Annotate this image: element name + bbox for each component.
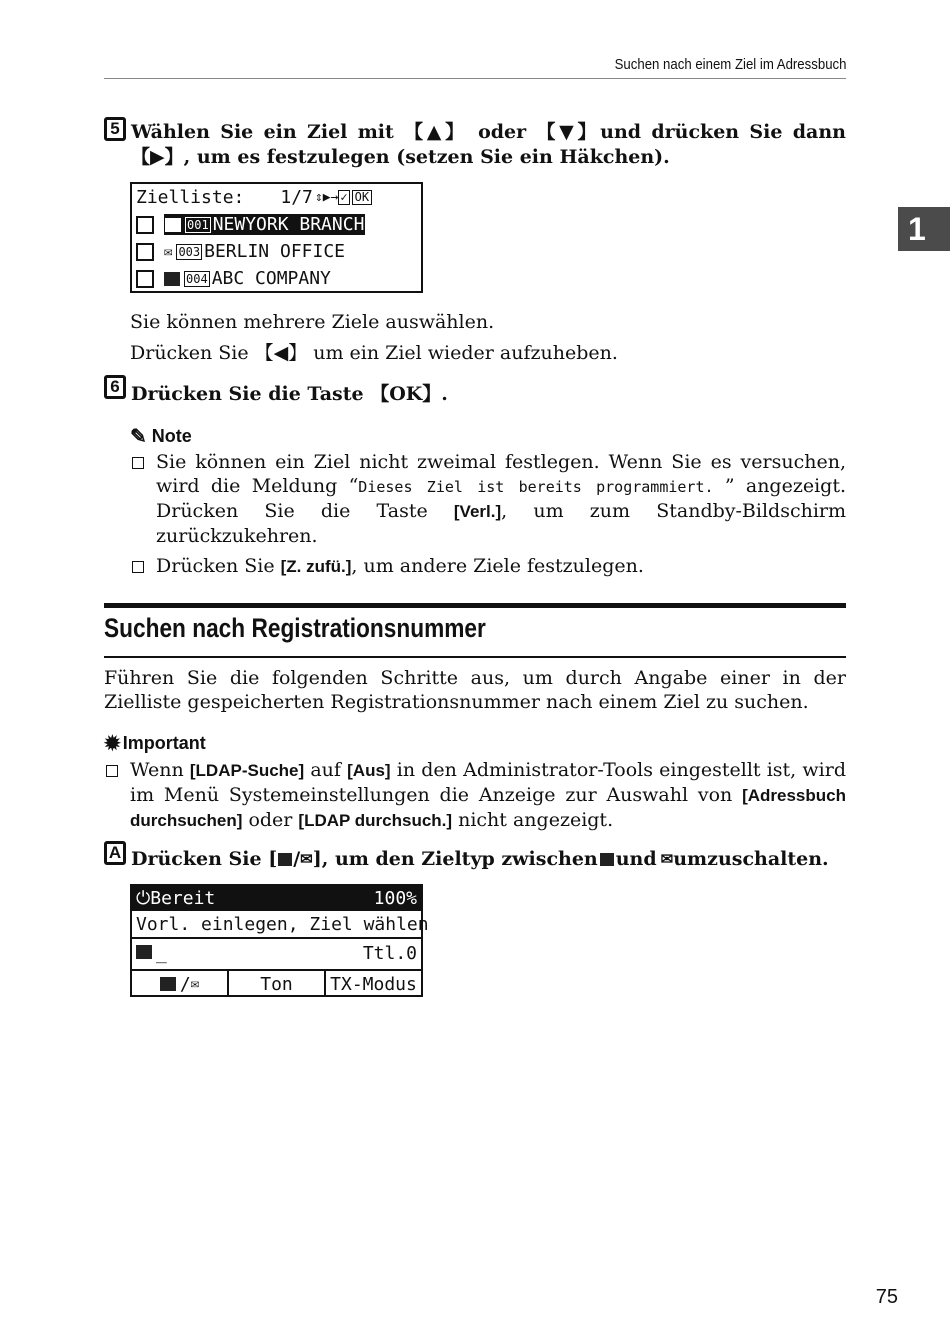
running-title: Suchen nach einem Ziel im Adressbuch bbox=[614, 56, 846, 73]
power-icon: ⏻ bbox=[136, 888, 151, 909]
important-text: auf bbox=[304, 759, 348, 781]
lcd-page: 1/7 bbox=[280, 187, 313, 208]
important-text: Wenn bbox=[130, 759, 190, 781]
step-6-text: Drücken Sie die Taste 【OK】. bbox=[131, 383, 448, 405]
key-label: [Z. zufü.] bbox=[280, 557, 352, 576]
checkbox-bullet-icon bbox=[106, 765, 118, 777]
step-5-text: Wählen Sie ein Ziel mit 【▲】 oder 【▼】und drücken Sie dann 【▶】, um es festzulegen (setzen Sie ein Häkchen). bbox=[131, 121, 846, 168]
step-text: ], um den Zieltyp zwischen bbox=[312, 848, 598, 870]
paragraph: Sie können mehrere Ziele auswählen. bbox=[130, 311, 495, 333]
key-label: [LDAP-Suche] bbox=[189, 761, 305, 780]
important-item bbox=[130, 758, 846, 833]
lcd-instruction: Vorl. einlegen, Ziel wählen bbox=[136, 914, 429, 935]
lcd-instruction-row bbox=[132, 912, 429, 939]
lcd-softkey-row bbox=[132, 969, 421, 997]
lcd-title-row bbox=[132, 184, 421, 211]
checkbox-bullet-icon bbox=[132, 561, 144, 573]
fax-icon bbox=[600, 853, 614, 866]
note-item bbox=[156, 450, 846, 548]
lcd-input-row bbox=[132, 940, 421, 967]
paragraph: Drücken Sie 【◀】 um ein Ziel wieder aufzuheben. bbox=[130, 342, 618, 364]
section-intro: Führen Sie die folgenden Schritte aus, um durch Angabe einer in der Zielliste gespeicherten Registrationsnummer nach einem Ziel zu suchen. bbox=[104, 667, 846, 713]
email-fax-icon: ✉ bbox=[660, 850, 674, 868]
step-a-text: Drücken Sie [ / ✉ ], um den Zieltyp zwischen und ✉ umzuschalten. bbox=[131, 848, 829, 870]
select-arrow-icon: ▶→ bbox=[322, 190, 339, 205]
section-rule-top bbox=[104, 603, 846, 608]
checkbox-bullet-icon bbox=[132, 457, 144, 469]
entry-number: 004 bbox=[186, 271, 208, 286]
status-text: Bereit bbox=[150, 888, 216, 909]
fax-icon bbox=[165, 218, 181, 232]
key-label: [Aus] bbox=[347, 761, 391, 780]
important-icon: ✹ bbox=[104, 733, 121, 755]
note-text: Sie können ein Ziel nicht zweimal festlegen. Wenn Sie es versuchen, wird die Meldung “ bbox=[156, 451, 846, 497]
softkey-ton[interactable]: Ton bbox=[229, 971, 326, 997]
important-heading bbox=[104, 731, 206, 756]
step-text: umzuschalten. bbox=[673, 848, 829, 870]
running-header bbox=[104, 56, 846, 79]
note-text: , um andere Ziele festzulegen. bbox=[351, 555, 644, 577]
step-number-icon: 5 bbox=[104, 117, 126, 141]
note-label: Note bbox=[151, 426, 192, 446]
note-text: , um zum Standby-Bildschirm zurückzukehren. bbox=[156, 500, 847, 547]
softkey-tx-mode[interactable]: TX-Modus bbox=[330, 973, 417, 995]
fax-icon bbox=[164, 272, 180, 286]
entry-number: 001 bbox=[187, 217, 209, 232]
step-number-icon: 6 bbox=[104, 375, 126, 399]
checkbox-icon bbox=[136, 216, 154, 234]
email-fax-icon: ✉ bbox=[300, 850, 313, 868]
section-rule-bottom bbox=[104, 656, 846, 658]
lcd-status bbox=[136, 888, 215, 909]
ok-label: OK bbox=[352, 190, 372, 205]
step-number-icon: A bbox=[104, 841, 126, 865]
note-text: Drücken Sie bbox=[156, 555, 281, 577]
lcd-dest-type: _ bbox=[136, 943, 167, 964]
important-text: in den Administrator-Tools eingestellt ist, wird im Menü Systemeinstellungen die Anzeige zur Auswahl von bbox=[130, 759, 846, 806]
note-text: ” angezeigt. Drücken Sie die Taste bbox=[156, 475, 847, 522]
step-text: und bbox=[615, 848, 657, 870]
updown-arrow-icon: ⇕ bbox=[314, 190, 323, 205]
entry-name: BERLIN OFFICE bbox=[204, 241, 346, 262]
lcd-list-item bbox=[132, 238, 421, 265]
entry-number: 003 bbox=[178, 244, 201, 259]
important-label: Important bbox=[122, 733, 206, 753]
key-label: [LDAP durchsuch.] bbox=[298, 811, 453, 830]
key-label: [Adressbuch durchsuchen] bbox=[130, 786, 846, 830]
selected-entry bbox=[164, 214, 365, 235]
lcd-list-item bbox=[132, 265, 421, 292]
checkbox-icon bbox=[136, 270, 154, 288]
email-fax-icon: ✉ bbox=[190, 976, 200, 992]
fax-icon bbox=[160, 977, 176, 991]
lcd-status-row bbox=[132, 886, 421, 911]
section-title: Suchen nach Registrationsnummer bbox=[104, 613, 486, 643]
page-number: 75 bbox=[875, 1286, 898, 1308]
key-label: [Verl.] bbox=[453, 502, 502, 521]
lcd-standby-screen bbox=[130, 884, 429, 997]
note-message-code: Dieses Ziel ist bereits programmiert. bbox=[358, 478, 714, 496]
pencil-icon: ✎ bbox=[130, 426, 147, 448]
total-counter: Ttl.0 bbox=[362, 943, 417, 964]
lcd-destination-list bbox=[130, 182, 423, 293]
lcd-title: Zielliste: bbox=[136, 187, 245, 208]
lcd-list-item bbox=[132, 211, 421, 238]
checkbox-icon bbox=[136, 243, 154, 261]
note-heading bbox=[130, 424, 192, 449]
note-item bbox=[156, 554, 644, 579]
important-text: nicht angezeigt. bbox=[452, 809, 614, 831]
step-text: Drücken Sie [ bbox=[131, 848, 278, 870]
checkmark-icon: ✓ bbox=[340, 190, 348, 204]
softkey-dest-type[interactable]: / ✉ bbox=[132, 971, 229, 997]
important-text: oder bbox=[242, 809, 299, 831]
fax-icon bbox=[136, 945, 152, 959]
email-fax-icon: ✉ bbox=[164, 243, 173, 260]
entry-name: NEWYORK BRANCH bbox=[212, 214, 365, 235]
entry-name: ABC COMPANY bbox=[211, 268, 331, 289]
memory-percent: 100% bbox=[373, 888, 417, 909]
chapter-tab: 1 bbox=[898, 207, 950, 251]
fax-icon bbox=[278, 853, 292, 866]
